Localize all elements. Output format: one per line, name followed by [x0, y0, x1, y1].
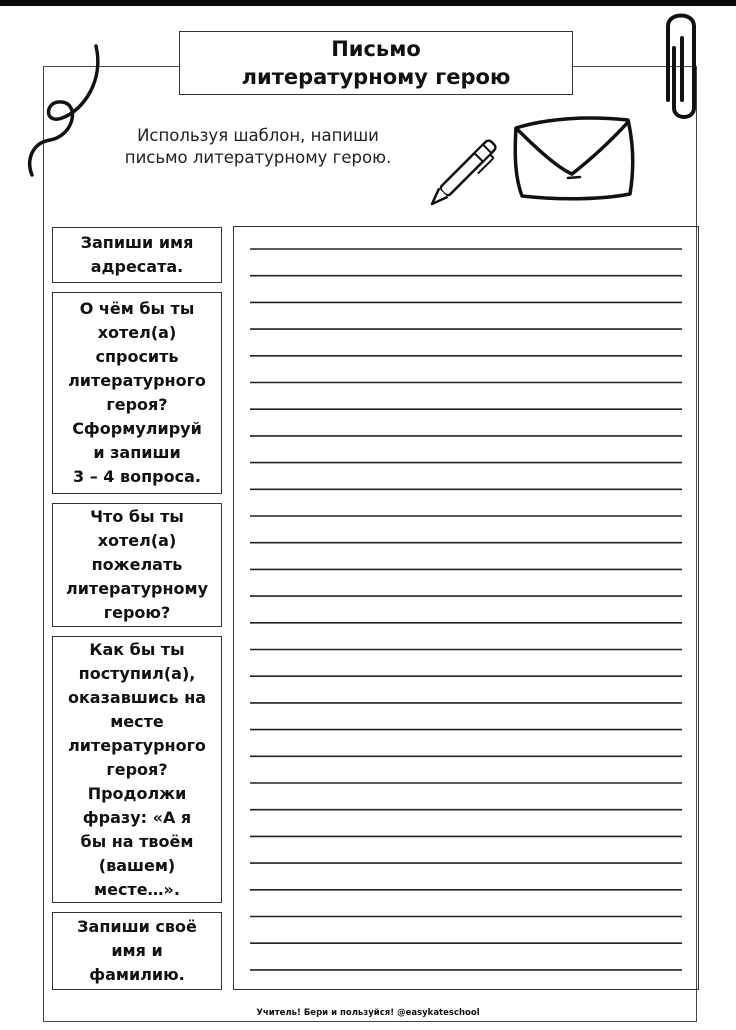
top-edge-bar: [0, 0, 736, 6]
footer-credit: Учитель! Бери и пользуйся! @easykateschool: [256, 1008, 480, 1018]
instruction-line-2: письмо литературному герою.: [124, 148, 392, 167]
pen-icon: [420, 134, 502, 216]
envelope-icon: [508, 110, 638, 206]
instruction-text: [108, 125, 408, 169]
title-line-1: Письмо: [331, 37, 421, 61]
instruction-line-1: Используя шаблон, напиши: [137, 126, 379, 145]
paperclip-icon: [660, 8, 706, 128]
worksheet-title: [179, 31, 573, 95]
prompt-in-place: Как бы ты поступил(а), оказавшись на месте литературного героя? Продолжи фразу: «А я бы на твоём (вашем) месте…».: [52, 636, 222, 903]
prompt-wishes: Что бы ты хотел(а) пожелать литературному герою?: [52, 503, 222, 627]
ruled-lines: [234, 227, 697, 988]
writing-area[interactable]: [233, 226, 699, 990]
prompt-questions: О чём бы ты хотел(а) спросить литературного героя? Сформулируй и запиши 3 – 4 вопроса.: [52, 292, 222, 494]
prompt-signature: Запиши своё имя и фамилию.: [52, 912, 222, 990]
prompt-addressee: Запиши имя адресата.: [52, 227, 222, 283]
title-line-2: литературному герою: [241, 65, 511, 89]
